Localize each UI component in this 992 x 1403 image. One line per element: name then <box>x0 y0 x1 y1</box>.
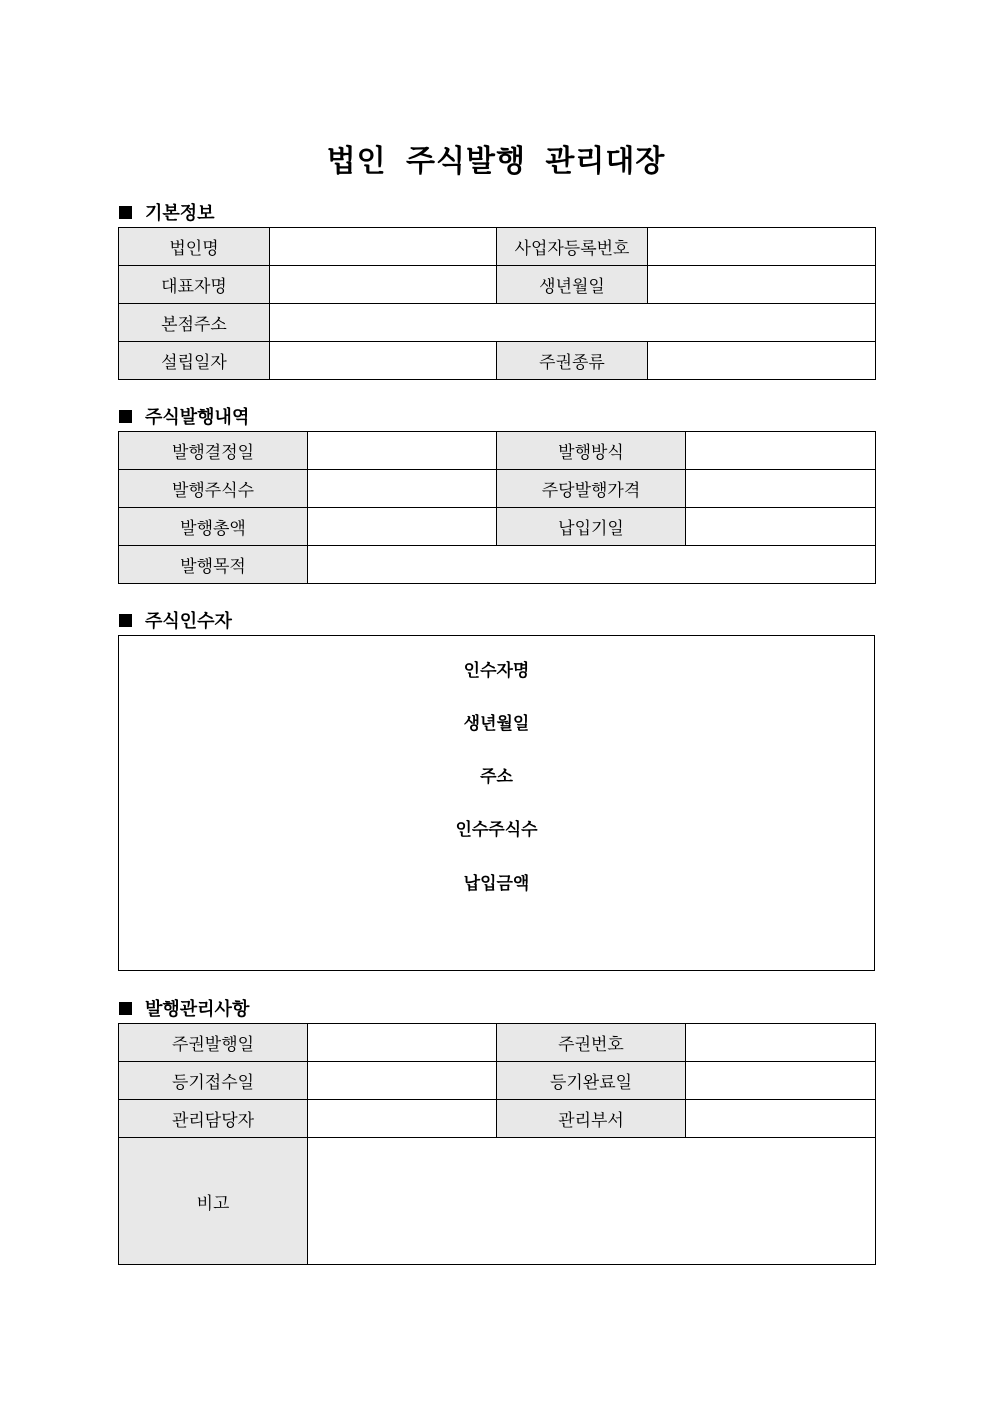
subscriber-field-address: 주소 <box>480 767 513 787</box>
square-bullet-icon <box>119 614 132 627</box>
section-heading-text: 기본정보 <box>145 203 215 224</box>
section-heading-text: 발행관리사항 <box>145 999 250 1020</box>
label-purpose: 발행목적 <box>119 546 308 584</box>
method-field[interactable] <box>686 432 876 470</box>
label-dept: 관리부서 <box>497 1100 686 1138</box>
label-cert-no: 주권번호 <box>497 1024 686 1062</box>
decision-date-field[interactable] <box>308 432 497 470</box>
dept-field[interactable] <box>686 1100 876 1138</box>
est-date-field[interactable] <box>270 342 497 380</box>
cert-no-field[interactable] <box>686 1024 876 1062</box>
corp-name-field[interactable] <box>270 228 497 266</box>
label-method: 발행방식 <box>497 432 686 470</box>
payment-due-field[interactable] <box>686 508 876 546</box>
section-heading-management <box>119 995 249 1021</box>
label-cert-type: 주권종류 <box>497 342 648 380</box>
label-corp-name: 법인명 <box>119 228 270 266</box>
cert-issue-date-field[interactable] <box>308 1024 497 1062</box>
table-row <box>119 304 876 342</box>
basic-info-table <box>118 227 876 380</box>
table-row <box>119 470 876 508</box>
section-heading-subscribers <box>119 607 232 633</box>
hq-address-field[interactable] <box>270 304 876 342</box>
label-rep-name: 대표자명 <box>119 266 270 304</box>
subscriber-field-shares: 인수주식수 <box>455 820 538 840</box>
square-bullet-icon <box>119 206 132 219</box>
label-birth-date: 생년월일 <box>497 266 648 304</box>
square-bullet-icon <box>119 1002 132 1015</box>
issuance-table <box>118 431 876 584</box>
label-shares: 발행주식수 <box>119 470 308 508</box>
table-row <box>119 1100 876 1138</box>
table-row <box>119 508 876 546</box>
label-manager: 관리담당자 <box>119 1100 308 1138</box>
biz-reg-no-field[interactable] <box>648 228 876 266</box>
label-reg-receipt-date: 등기접수일 <box>119 1062 308 1100</box>
section-heading-issuance <box>119 403 249 429</box>
table-row <box>119 1138 876 1265</box>
table-row <box>119 1024 876 1062</box>
label-est-date: 설립일자 <box>119 342 270 380</box>
table-row <box>119 228 876 266</box>
section-heading-text: 주식발행내역 <box>145 407 250 428</box>
label-payment-due: 납입기일 <box>497 508 686 546</box>
label-price-per-share: 주당발행가격 <box>497 470 686 508</box>
label-cert-issue-date: 주권발행일 <box>119 1024 308 1062</box>
birth-date-field[interactable] <box>648 266 876 304</box>
remarks-field[interactable] <box>308 1138 876 1265</box>
section-heading-basic-info <box>119 199 215 225</box>
total-amount-field[interactable] <box>308 508 497 546</box>
label-biz-reg-no: 사업자등록번호 <box>497 228 648 266</box>
label-decision-date: 발행결정일 <box>119 432 308 470</box>
square-bullet-icon <box>119 410 132 423</box>
subscriber-field-birth-date: 생년월일 <box>463 714 530 734</box>
table-row <box>119 342 876 380</box>
subscriber-field-payment: 납입금액 <box>463 874 530 894</box>
label-hq-address: 본점주소 <box>119 304 270 342</box>
price-per-share-field[interactable] <box>686 470 876 508</box>
label-total-amount: 발행총액 <box>119 508 308 546</box>
table-row <box>119 432 876 470</box>
rep-name-field[interactable] <box>270 266 497 304</box>
document-title: 법인 주식발행 관리대장 <box>326 144 666 179</box>
subscriber-field-name: 인수자명 <box>463 661 530 681</box>
reg-receipt-date-field[interactable] <box>308 1062 497 1100</box>
label-reg-complete-date: 등기완료일 <box>497 1062 686 1100</box>
manager-field[interactable] <box>308 1100 497 1138</box>
label-remarks: 비고 <box>119 1138 308 1265</box>
table-row <box>119 266 876 304</box>
section-heading-text: 주식인수자 <box>145 611 232 632</box>
subscriber-box[interactable] <box>118 635 875 971</box>
table-row <box>119 1062 876 1100</box>
cert-type-field[interactable] <box>648 342 876 380</box>
management-table <box>118 1023 876 1265</box>
shares-field[interactable] <box>308 470 497 508</box>
reg-complete-date-field[interactable] <box>686 1062 876 1100</box>
purpose-field[interactable] <box>308 546 876 584</box>
table-row <box>119 546 876 584</box>
